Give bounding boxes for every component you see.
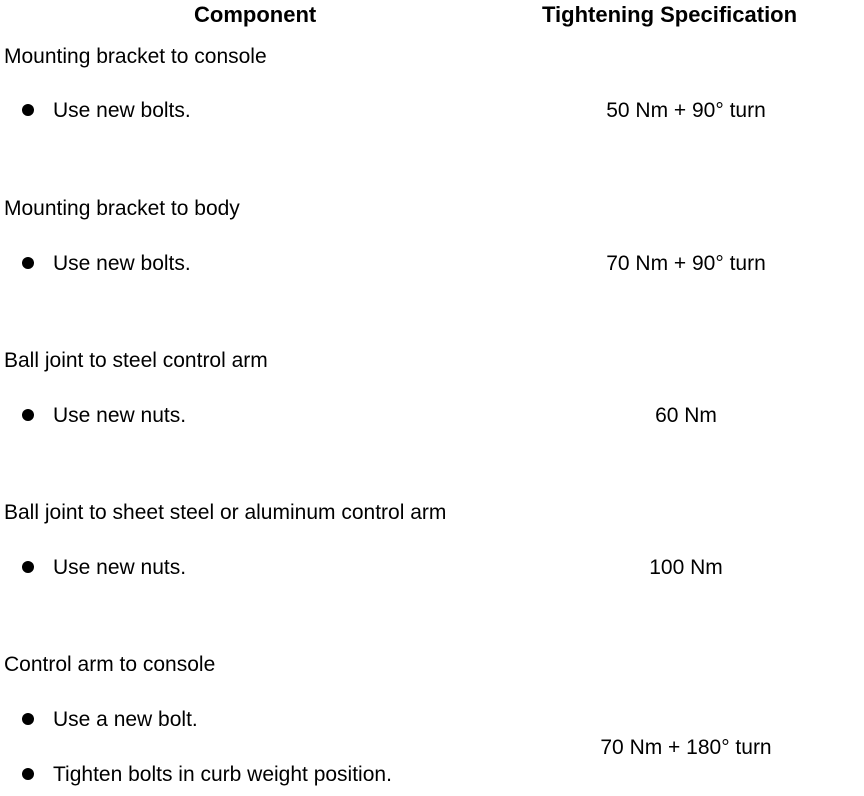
note-text: Tighten bolts in curb weight position. (53, 763, 392, 786)
note-text: Use a new bolt. (53, 708, 198, 731)
bullet-icon (22, 768, 34, 780)
row-spec: 70 Nm + 90° turn (606, 252, 766, 275)
note-text: Use new bolts. (53, 252, 191, 275)
row-title: Control arm to console (4, 653, 216, 676)
bullet-icon (22, 561, 34, 573)
row-title: Mounting bracket to body (4, 197, 240, 220)
row-note (22, 707, 198, 733)
row-spec: 60 Nm (655, 404, 717, 427)
row-title: Mounting bracket to console (4, 45, 267, 68)
bullet-icon (22, 104, 34, 116)
row-title: Ball joint to sheet steel or aluminum control arm (4, 501, 447, 524)
bullet-icon (22, 257, 34, 269)
bullet-icon (22, 409, 34, 421)
note-text: Use new bolts. (53, 99, 191, 122)
header-component: Component (194, 2, 317, 27)
bullet-icon (22, 713, 34, 725)
row-spec: 70 Nm + 180° turn (600, 736, 772, 759)
header-spec: Tightening Specification (542, 2, 798, 27)
row-spec: 100 Nm (649, 556, 723, 579)
row-note (22, 403, 186, 429)
row-note (22, 555, 186, 581)
row-spec: 50 Nm + 90° turn (606, 99, 766, 122)
row-note (22, 98, 191, 124)
row-title: Ball joint to steel control arm (4, 349, 268, 372)
row-note (22, 762, 392, 788)
note-text: Use new nuts. (53, 556, 187, 579)
row-note (22, 251, 191, 277)
note-text: Use new nuts. (53, 404, 187, 427)
